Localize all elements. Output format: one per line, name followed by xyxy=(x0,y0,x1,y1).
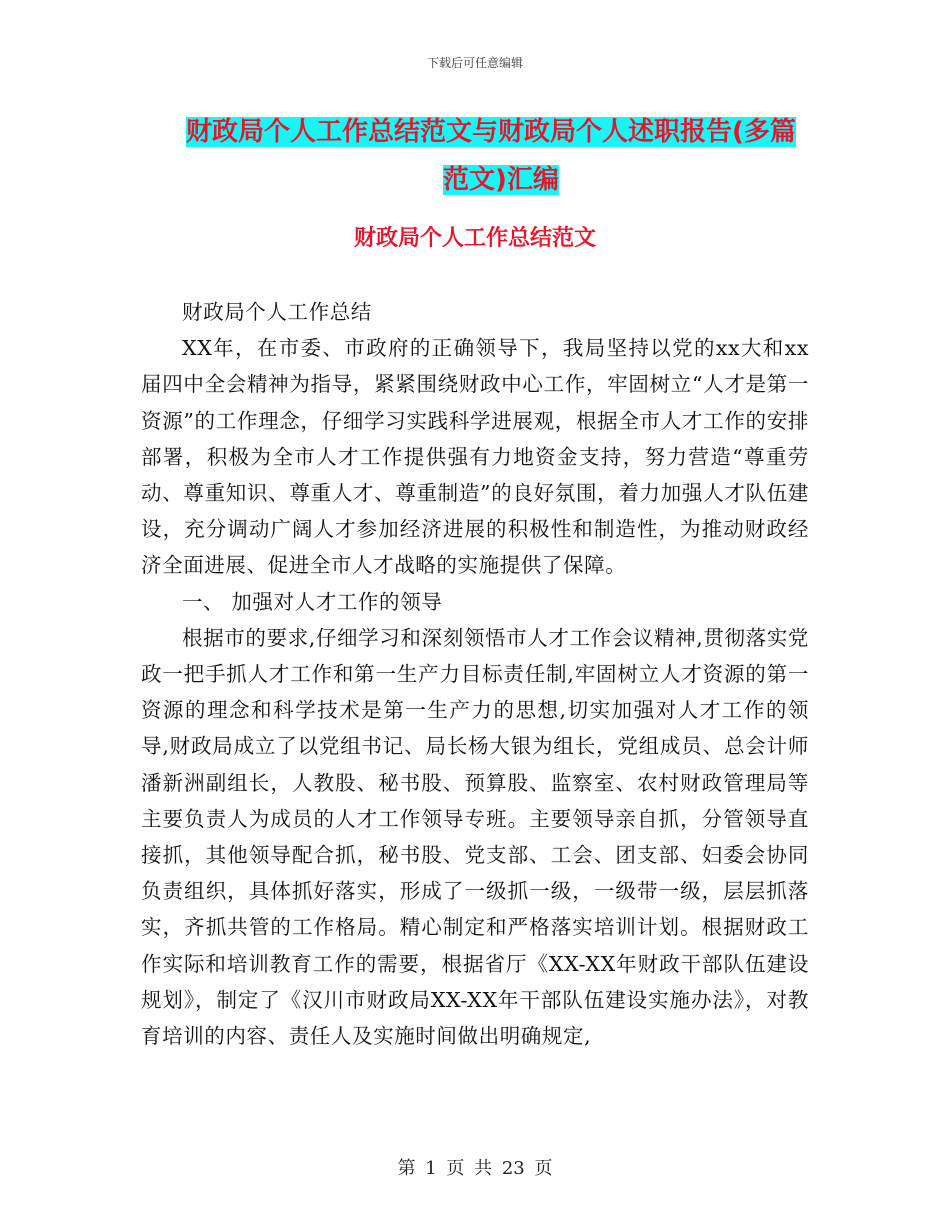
paragraph-section-heading: 一、 加强对人才工作的领导 xyxy=(182,589,443,614)
page-header-note: 下载后可任意编辑 xyxy=(426,56,523,70)
document-title-line2: 范文)汇编 xyxy=(443,165,559,195)
document-title xyxy=(186,108,816,204)
section-title: 财政局个人工作总结范文 xyxy=(353,226,596,251)
page-footer: 第 1 页 共 23 页 xyxy=(397,1158,553,1179)
paragraph: XX年，在市委、市政府的正确领导下，我局坚持以党的xx大和xx届四中全会精神为指导，紧紧围绕财政中心工作，牢固树立“人才是第一资源”的工作理念，仔细学习实践科学进展观，根据全市人才工作的安排部署，积极为全市人才工作提供强有力地资金支持，努力营造“尊重劳动、尊重知识、尊重人才、尊重制造”的良好氛围，着力加强人才队伍建设，充分调动广阔人才参加经济进展的积极性和制造性，为推动财政经济全面进展、促进全市人才战略的实施提供了保障。 xyxy=(141,336,809,578)
paragraph: 根据市的要求,仔细学习和深刻领悟市人才工作会议精神,贯彻落实党政一把手抓人才工作和第一生产力目标责任制,牢固树立人才资源的第一资源的理念和科学技术是第一生产力的思想,切实加强对人才工作的领导,财政局成立了以党组书记、局长杨大银为组长，党组成员、总会计师潘新洲副组长，人教股、秘书股、预算股、监察室、农村财政管理局等主要负责人为成员的人才工作领导专班。主要领导亲自抓，分管领导直接抓，其他领导配合抓，秘书股、党支部、工会、团支部、妇委会协同负责组织，具体抓好落实，形成了一级抓一级，一级带一级，层层抓落实，齐抓共管的工作格局。精心制定和严格落实培训计划。根据财政工作实际和培训教育工作的需要，根据省厅《XX-XX年财政干部队伍建设规划》，制定了《汉川市财政局XX-XX年干部队伍建设实施办法》，对教育培训的内容、责任人及实施时间做出明确规定, xyxy=(141,625,809,1049)
document-title-line1: 财政局个人工作总结范文与财政局个人述职报告(多篇 xyxy=(186,117,796,147)
paragraph-heading: 财政局个人工作总结 xyxy=(182,300,372,324)
document-body xyxy=(141,294,809,1054)
